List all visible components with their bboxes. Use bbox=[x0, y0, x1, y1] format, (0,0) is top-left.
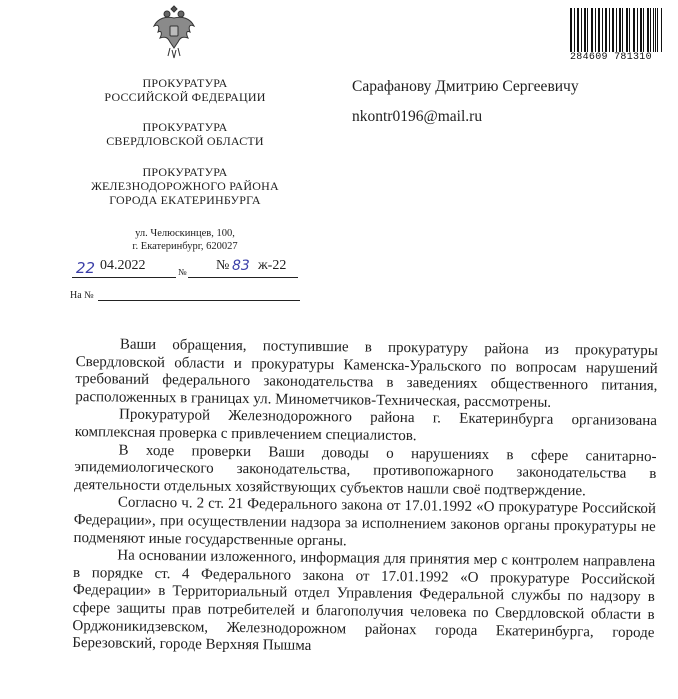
registration-line bbox=[70, 257, 300, 281]
body-paragraph: Ваши обращения, поступившие в прокуратуру района из прокуратуры Свердловской области и прокуратуры Каменска-Уральского по вопросам нарушений требований федерального законодательства в заведениях общественного питания, расположенных в границах ул. Минометчиков-Техническая, рассмотрены. bbox=[75, 336, 658, 411]
addressee-email: nkontr0196@mail.ru bbox=[352, 108, 483, 125]
handwritten-number: 83 bbox=[232, 258, 250, 274]
address-city: г. Екатеринбург, 620027 bbox=[132, 241, 238, 252]
body-paragraph: На основании изложенного, информация для принятия мер с контролем направлена в порядке ст. 4 Федерального закона от 17.01.1992 «О прокуратуре Российской Федерации» в Территориальный отдел Управления Федеральной службы по надзору в сфере защиты прав потребителей и благополучия человека по Свердловской области в Орджоникидзевском, Железнодорожном районах города Екатеринбурга, городе Березовский, городе Верхняя Пышма bbox=[72, 547, 656, 654]
org-block-regional bbox=[70, 120, 300, 148]
date-underline bbox=[72, 277, 176, 278]
org-block-district bbox=[70, 165, 300, 207]
org-line: РОССИЙСКОЙ ФЕДЕРАЦИИ bbox=[104, 90, 266, 104]
barcode-bar bbox=[629, 8, 630, 52]
addressee bbox=[352, 76, 579, 136]
barcode-bar bbox=[653, 8, 654, 52]
printed-date: 04.2022 bbox=[100, 258, 146, 273]
body-paragraph: Прокуратурой Железнодорожного района г. Екатеринбурга организована комплексная проверка с привлечением специалистов. bbox=[74, 406, 658, 445]
addressee-name: Сарафанову Дмитрию Сергеевичу bbox=[352, 78, 579, 95]
number-suffix: ж-22 bbox=[258, 258, 287, 273]
org-address bbox=[100, 227, 270, 253]
barcode bbox=[570, 8, 666, 62]
org-block-federal bbox=[70, 76, 300, 104]
number-label: № bbox=[178, 267, 187, 277]
org-line: ПРОКУРАТУРА bbox=[142, 76, 228, 90]
number-sign: № bbox=[216, 258, 230, 273]
barcode-bar bbox=[613, 8, 614, 52]
number-underline bbox=[188, 277, 298, 278]
body-paragraph: В ходе проверки Ваши доводы о нарушениях в сфере санитарно-эпидемиологического законодательства, противопожарного законодательства в деятельности отдельных хозяйствующих субъектов нашли своё подтверждение. bbox=[74, 442, 657, 499]
org-line: ПРОКУРАТУРА bbox=[142, 120, 228, 134]
barcode-bar bbox=[595, 8, 596, 52]
org-line: ГОРОДА ЕКАТЕРИНБУРГА bbox=[109, 193, 261, 207]
org-line: ЖЕЛЕЗНОДОРОЖНОГО РАЙОНА bbox=[91, 179, 279, 193]
reference-label: На № bbox=[70, 290, 94, 301]
barcode-bar bbox=[578, 8, 579, 52]
coat-of-arms-emblem bbox=[150, 2, 198, 60]
org-line: СВЕРДЛОВСКОЙ ОБЛАСТИ bbox=[106, 134, 264, 148]
body-paragraph: Согласно ч. 2 ст. 21 Федерального закона от 17.01.1992 «О прокуратуре Российской Федерации», при осуществлении надзора за исполнением законов органы прокуратуры не подменяют иные государственные органы. bbox=[73, 494, 657, 549]
reference-underline bbox=[98, 300, 300, 301]
handwritten-day: 22 bbox=[76, 259, 96, 277]
letter-body bbox=[72, 336, 658, 660]
org-line: ПРОКУРАТУРА bbox=[142, 165, 228, 179]
barcode-number: 284609 781310 bbox=[570, 52, 652, 63]
reference-line bbox=[70, 290, 300, 304]
address-street: ул. Челюскинцев, 100, bbox=[135, 228, 235, 239]
